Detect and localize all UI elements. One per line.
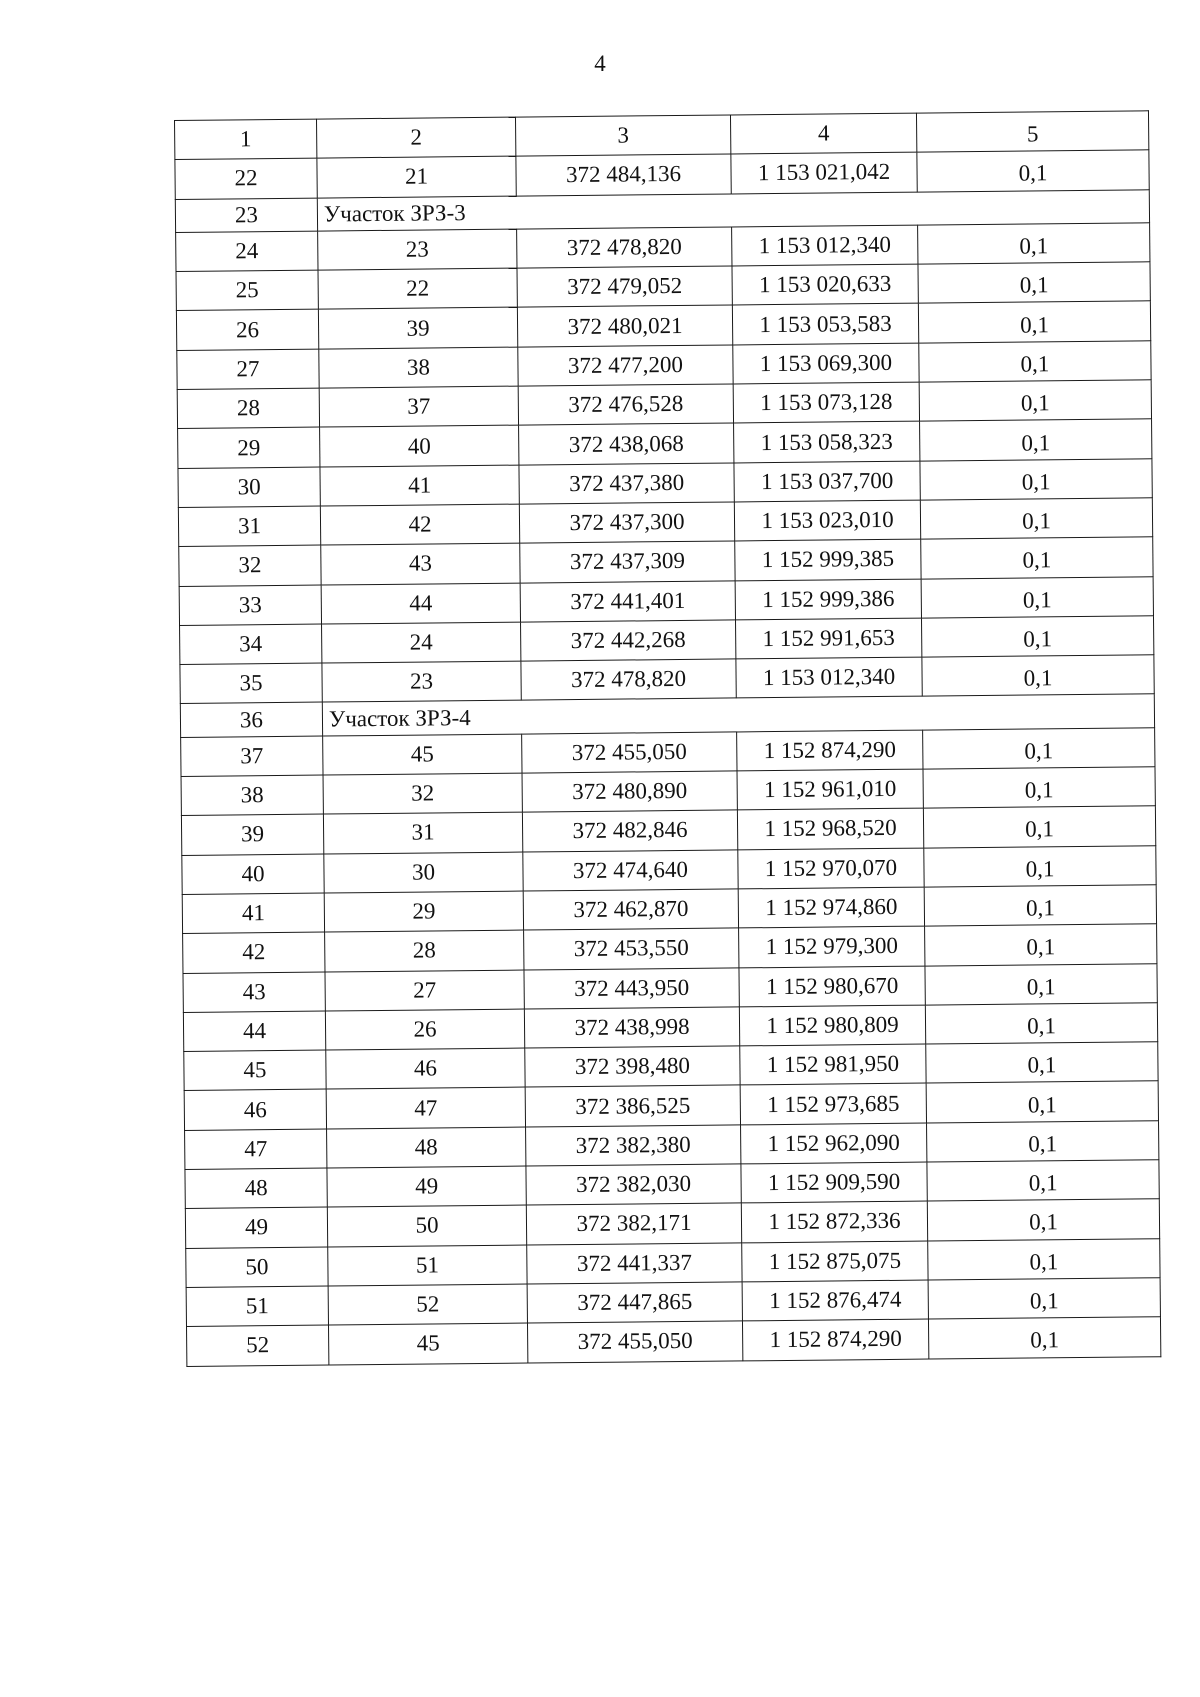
accuracy-cell: 0,1 [921, 616, 1153, 658]
point-number-cell: 41 [320, 465, 519, 506]
point-number-cell: 26 [325, 1009, 524, 1050]
y-coordinate-cell: 1 153 058,323 [734, 421, 920, 462]
y-coordinate-cell: 1 152 872,336 [741, 1201, 927, 1242]
accuracy-cell: 0,1 [923, 806, 1155, 848]
accuracy-cell: 0,1 [925, 963, 1157, 1005]
point-number-cell: 21 [317, 156, 516, 197]
x-coordinate-cell: 372 455,050 [527, 1321, 742, 1362]
accuracy-cell: 0,1 [923, 728, 1155, 770]
x-coordinate-cell: 372 453,550 [524, 928, 739, 969]
section-title-cell: Участок ЗРЗ-3 [317, 189, 1149, 231]
coordinates-table [174, 110, 1161, 1366]
y-coordinate-cell: 1 153 073,128 [733, 382, 919, 423]
accuracy-cell: 0,1 [918, 262, 1150, 304]
x-coordinate-cell: 372 438,998 [524, 1007, 739, 1048]
accuracy-cell: 0,1 [922, 655, 1154, 697]
row-number-cell: 40 [182, 854, 324, 895]
accuracy-cell: 0,1 [920, 458, 1152, 500]
point-number-cell: 45 [323, 734, 522, 775]
y-coordinate-cell: 1 152 909,590 [741, 1162, 927, 1203]
x-coordinate-cell: 372 386,525 [525, 1085, 740, 1126]
row-number-cell: 37 [181, 736, 323, 777]
row-number-cell: 50 [186, 1247, 328, 1288]
accuracy-cell: 0,1 [919, 341, 1151, 383]
accuracy-cell: 0,1 [928, 1278, 1160, 1320]
row-number-cell: 36 [180, 703, 322, 738]
point-number-cell: 40 [320, 425, 519, 466]
row-number-cell: 29 [178, 427, 320, 468]
y-coordinate-cell: 1 152 980,809 [739, 1005, 925, 1046]
section-title-cell: Участок ЗРЗ-4 [322, 694, 1154, 736]
point-number-cell: 49 [327, 1166, 526, 1207]
y-coordinate-cell: 1 152 970,070 [738, 848, 924, 889]
y-coordinate-cell: 1 152 875,075 [742, 1241, 928, 1282]
accuracy-cell: 0,1 [926, 1042, 1158, 1084]
accuracy-cell: 0,1 [924, 885, 1156, 927]
row-number-cell: 41 [182, 893, 324, 934]
y-coordinate-cell: 1 153 012,340 [736, 657, 922, 698]
point-number-cell: 51 [328, 1245, 527, 1286]
row-number-cell: 49 [185, 1207, 327, 1248]
accuracy-cell: 0,1 [927, 1199, 1159, 1241]
y-coordinate-cell: 1 153 021,042 [731, 152, 917, 193]
y-coordinate-cell: 1 152 974,860 [738, 887, 924, 928]
x-coordinate-cell: 372 447,865 [527, 1282, 742, 1323]
y-coordinate-cell: 1 152 962,090 [741, 1123, 927, 1164]
x-coordinate-cell: 372 480,890 [522, 771, 737, 812]
row-number-cell: 43 [183, 972, 325, 1013]
y-coordinate-cell: 1 152 991,653 [735, 618, 921, 659]
row-number-cell: 23 [175, 198, 317, 233]
accuracy-cell: 0,1 [927, 1160, 1159, 1202]
x-coordinate-cell: 372 476,528 [518, 384, 733, 425]
accuracy-cell: 0,1 [920, 498, 1152, 540]
y-coordinate-cell: 1 152 973,685 [740, 1083, 926, 1124]
row-number-cell: 44 [183, 1011, 325, 1052]
accuracy-cell: 0,1 [927, 1120, 1159, 1162]
row-number-cell: 48 [185, 1168, 327, 1209]
point-number-cell: 48 [327, 1127, 526, 1168]
y-coordinate-cell: 1 152 874,290 [737, 730, 923, 771]
y-coordinate-cell: 1 152 876,474 [742, 1280, 928, 1321]
x-coordinate-cell: 372 441,401 [520, 581, 735, 622]
page-number: 4 [594, 51, 606, 76]
accuracy-cell: 0,1 [924, 845, 1156, 887]
y-coordinate-cell: 1 153 053,583 [732, 304, 918, 345]
point-number-cell: 37 [319, 386, 518, 427]
x-coordinate-cell: 372 382,171 [526, 1203, 741, 1244]
header-cell: 4 [730, 113, 916, 154]
y-coordinate-cell: 1 153 020,633 [732, 264, 918, 305]
y-coordinate-cell: 1 152 999,385 [735, 539, 921, 580]
x-coordinate-cell: 372 477,200 [518, 345, 733, 386]
x-coordinate-cell: 372 382,030 [526, 1164, 741, 1205]
accuracy-cell: 0,1 [926, 1081, 1158, 1123]
row-number-cell: 34 [180, 624, 322, 665]
x-coordinate-cell: 372 437,380 [519, 463, 734, 504]
row-number-cell: 46 [184, 1089, 326, 1130]
x-coordinate-cell: 372 478,820 [521, 659, 736, 700]
x-coordinate-cell: 372 382,380 [526, 1125, 741, 1166]
table-body [175, 111, 1161, 1366]
row-number-cell: 38 [181, 775, 323, 816]
accuracy-cell: 0,1 [928, 1317, 1160, 1359]
x-coordinate-cell: 372 398,480 [525, 1046, 740, 1087]
row-number-cell: 35 [180, 663, 322, 704]
row-number-cell: 42 [183, 932, 325, 973]
row-number-cell: 26 [176, 310, 318, 351]
accuracy-cell: 0,1 [919, 380, 1151, 422]
y-coordinate-cell: 1 152 999,386 [735, 579, 921, 620]
row-number-cell: 39 [181, 814, 323, 855]
row-number-cell: 28 [177, 388, 319, 429]
row-number-cell: 27 [177, 349, 319, 390]
row-number-cell: 33 [179, 585, 321, 626]
y-coordinate-cell: 1 152 981,950 [740, 1044, 926, 1085]
point-number-cell: 29 [324, 891, 523, 932]
x-coordinate-cell: 372 455,050 [522, 732, 737, 773]
row-number-cell: 25 [176, 270, 318, 311]
y-coordinate-cell: 1 153 037,700 [734, 461, 920, 502]
point-number-cell: 44 [321, 583, 520, 624]
row-number-cell: 32 [179, 545, 321, 586]
point-number-cell: 31 [323, 812, 522, 853]
accuracy-cell: 0,1 [920, 419, 1152, 461]
point-number-cell: 42 [320, 504, 519, 545]
y-coordinate-cell: 1 152 968,520 [737, 808, 923, 849]
x-coordinate-cell: 372 437,300 [519, 502, 734, 543]
header-cell: 3 [515, 115, 730, 156]
point-number-cell: 50 [327, 1205, 526, 1246]
x-coordinate-cell: 372 480,021 [517, 305, 732, 346]
point-number-cell: 52 [328, 1284, 527, 1325]
y-coordinate-cell: 1 153 069,300 [733, 343, 919, 384]
accuracy-cell: 0,1 [925, 924, 1157, 966]
x-coordinate-cell: 372 462,870 [523, 889, 738, 930]
x-coordinate-cell: 372 479,052 [517, 266, 732, 307]
x-coordinate-cell: 372 478,820 [517, 227, 732, 268]
x-coordinate-cell: 372 443,950 [524, 967, 739, 1008]
row-number-cell: 24 [176, 231, 318, 272]
point-number-cell: 23 [322, 661, 521, 702]
row-number-cell: 51 [186, 1286, 328, 1327]
row-number-cell: 47 [185, 1129, 327, 1170]
y-coordinate-cell: 1 152 980,670 [739, 966, 925, 1007]
y-coordinate-cell: 1 153 012,340 [732, 225, 918, 266]
header-cell: 2 [316, 117, 515, 158]
point-number-cell: 28 [325, 930, 524, 971]
table-row [187, 1317, 1161, 1366]
point-number-cell: 24 [322, 622, 521, 663]
point-number-cell: 45 [328, 1323, 527, 1364]
accuracy-cell: 0,1 [917, 150, 1149, 192]
accuracy-cell: 0,1 [918, 301, 1150, 343]
y-coordinate-cell: 1 153 023,010 [734, 500, 920, 541]
x-coordinate-cell: 372 437,309 [520, 541, 735, 582]
x-coordinate-cell: 372 438,068 [519, 423, 734, 464]
x-coordinate-cell: 372 474,640 [523, 850, 738, 891]
point-number-cell: 47 [326, 1087, 525, 1128]
accuracy-cell: 0,1 [923, 767, 1155, 809]
row-number-cell: 52 [187, 1325, 329, 1366]
point-number-cell: 46 [326, 1048, 525, 1089]
point-number-cell: 39 [318, 308, 517, 349]
point-number-cell: 30 [324, 852, 523, 893]
header-cell: 1 [175, 119, 317, 160]
y-coordinate-cell: 1 152 961,010 [737, 769, 923, 810]
row-number-cell: 31 [178, 506, 320, 547]
header-cell: 5 [916, 111, 1148, 153]
point-number-cell: 27 [325, 970, 524, 1011]
y-coordinate-cell: 1 152 979,300 [739, 926, 925, 967]
point-number-cell: 22 [318, 268, 517, 309]
point-number-cell: 43 [321, 543, 520, 584]
row-number-cell: 45 [184, 1050, 326, 1091]
accuracy-cell: 0,1 [918, 223, 1150, 265]
row-number-cell: 22 [175, 158, 317, 199]
accuracy-cell: 0,1 [925, 1003, 1157, 1045]
x-coordinate-cell: 372 482,846 [522, 810, 737, 851]
row-number-cell: 30 [178, 467, 320, 508]
x-coordinate-cell: 372 484,136 [516, 154, 731, 195]
point-number-cell: 23 [318, 229, 517, 270]
y-coordinate-cell: 1 152 874,290 [742, 1319, 928, 1360]
point-number-cell: 38 [319, 347, 518, 388]
point-number-cell: 32 [323, 773, 522, 814]
accuracy-cell: 0,1 [921, 537, 1153, 579]
x-coordinate-cell: 372 442,268 [521, 620, 736, 661]
x-coordinate-cell: 372 441,337 [527, 1243, 742, 1284]
accuracy-cell: 0,1 [921, 576, 1153, 618]
accuracy-cell: 0,1 [928, 1238, 1160, 1280]
